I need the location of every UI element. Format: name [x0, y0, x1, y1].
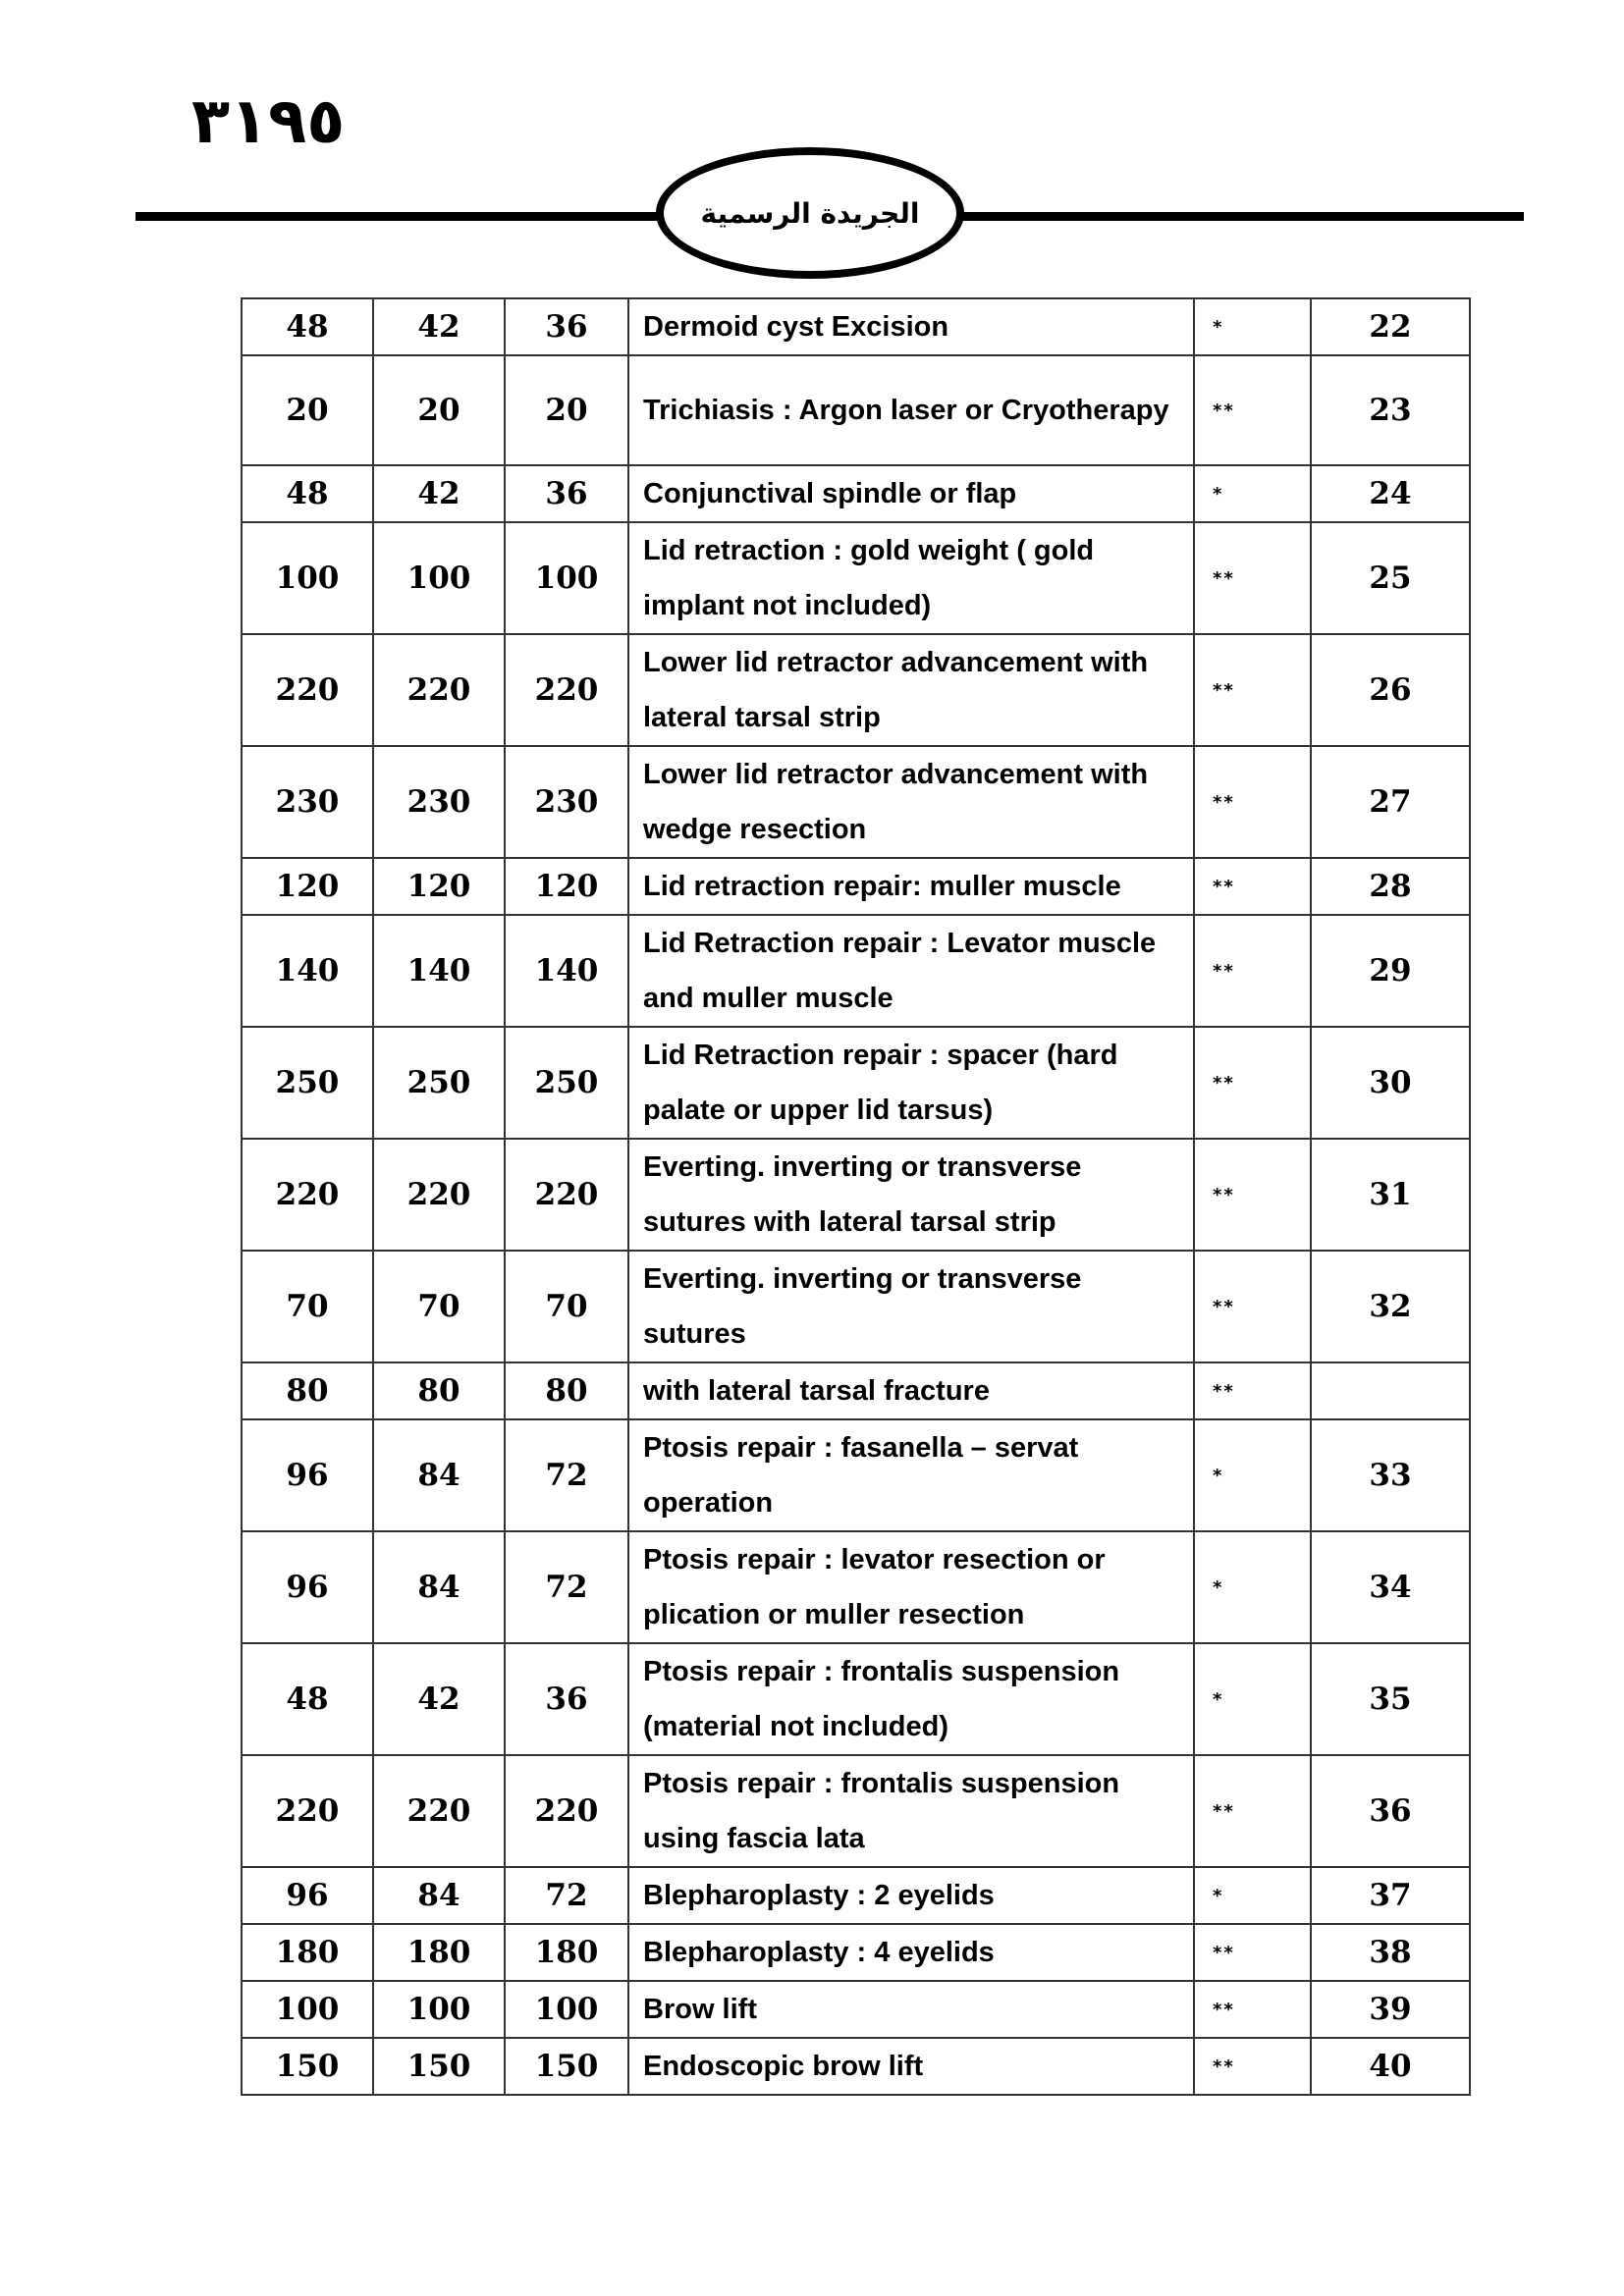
item-number: 30 — [1311, 1027, 1470, 1139]
table-row — [242, 1755, 1470, 1867]
fee-cell-3: 230 — [505, 746, 628, 858]
header-oval — [656, 147, 964, 279]
fee-cell-1: 48 — [242, 298, 373, 355]
item-number: 33 — [1311, 1419, 1470, 1531]
procedure-description: Everting. inverting or transverse sutures — [628, 1251, 1194, 1362]
item-number: 27 — [1311, 746, 1470, 858]
fee-cell-1: 140 — [242, 915, 373, 1027]
fee-cell-2: 230 — [373, 746, 505, 858]
fee-cell-3: 72 — [505, 1419, 628, 1531]
item-number: 40 — [1311, 2038, 1470, 2095]
fee-cell-1: 120 — [242, 858, 373, 915]
category-mark: * — [1194, 1867, 1311, 1924]
procedure-description: with lateral tarsal fracture — [628, 1362, 1194, 1419]
fee-cell-3: 220 — [505, 1755, 628, 1867]
fee-cell-3: 70 — [505, 1251, 628, 1362]
procedure-description: Endoscopic brow lift — [628, 2038, 1194, 2095]
procedure-description: Ptosis repair : frontalis suspension (material not included) — [628, 1643, 1194, 1755]
item-number: 38 — [1311, 1924, 1470, 1981]
fee-cell-2: 20 — [373, 355, 505, 465]
fee-cell-3: 80 — [505, 1362, 628, 1419]
fee-cell-2: 42 — [373, 298, 505, 355]
category-mark: ** — [1194, 522, 1311, 634]
table-row — [242, 746, 1470, 858]
category-mark: ** — [1194, 1027, 1311, 1139]
fee-cell-2: 100 — [373, 522, 505, 634]
category-mark: * — [1194, 1643, 1311, 1755]
fee-cell-2: 42 — [373, 1643, 505, 1755]
fee-cell-2: 100 — [373, 1981, 505, 2038]
fee-cell-3: 220 — [505, 1139, 628, 1251]
table-row — [242, 1362, 1470, 1419]
item-number: 22 — [1311, 298, 1470, 355]
fee-cell-1: 220 — [242, 634, 373, 746]
fee-cell-2: 120 — [373, 858, 505, 915]
item-number: 35 — [1311, 1643, 1470, 1755]
fee-cell-1: 230 — [242, 746, 373, 858]
item-number: 26 — [1311, 634, 1470, 746]
category-mark: ** — [1194, 858, 1311, 915]
fee-cell-3: 72 — [505, 1531, 628, 1643]
fee-cell-2: 70 — [373, 1251, 505, 1362]
table-row — [242, 465, 1470, 522]
table-row — [242, 1867, 1470, 1924]
procedure-description: Lower lid retractor advancement with lateral tarsal strip — [628, 634, 1194, 746]
table-row — [242, 298, 1470, 355]
category-mark: ** — [1194, 634, 1311, 746]
category-mark: ** — [1194, 1924, 1311, 1981]
table-row — [242, 858, 1470, 915]
category-mark: ** — [1194, 2038, 1311, 2095]
fee-cell-3: 120 — [505, 858, 628, 915]
procedure-description: Ptosis repair : frontalis suspension using fascia lata — [628, 1755, 1194, 1867]
category-mark: ** — [1194, 1139, 1311, 1251]
item-number: 31 — [1311, 1139, 1470, 1251]
procedure-description: Dermoid cyst Excision — [628, 298, 1194, 355]
item-number: 32 — [1311, 1251, 1470, 1362]
table-row — [242, 1251, 1470, 1362]
fee-cell-3: 250 — [505, 1027, 628, 1139]
fee-cell-1: 96 — [242, 1531, 373, 1643]
procedure-description: Lower lid retractor advancement with wedge resection — [628, 746, 1194, 858]
table-row — [242, 355, 1470, 465]
procedure-description: Trichiasis : Argon laser or Cryotherapy — [628, 355, 1194, 465]
table-row — [242, 1981, 1470, 2038]
procedure-description: Blepharoplasty : 4 eyelids — [628, 1924, 1194, 1981]
table-row — [242, 1139, 1470, 1251]
fee-cell-1: 100 — [242, 1981, 373, 2038]
fee-cell-3: 150 — [505, 2038, 628, 2095]
fee-cell-3: 36 — [505, 298, 628, 355]
fee-cell-1: 220 — [242, 1755, 373, 1867]
table-row — [242, 2038, 1470, 2095]
table-row — [242, 1643, 1470, 1755]
fee-cell-1: 100 — [242, 522, 373, 634]
fee-cell-3: 100 — [505, 1981, 628, 2038]
fee-cell-2: 140 — [373, 915, 505, 1027]
procedure-description: Ptosis repair : fasanella – servat operation — [628, 1419, 1194, 1531]
fee-cell-1: 220 — [242, 1139, 373, 1251]
fee-cell-3: 140 — [505, 915, 628, 1027]
item-number: 28 — [1311, 858, 1470, 915]
category-mark: ** — [1194, 1755, 1311, 1867]
procedure-description: Brow lift — [628, 1981, 1194, 2038]
procedure-description: Lid retraction : gold weight ( gold implant not included) — [628, 522, 1194, 634]
fee-cell-3: 36 — [505, 1643, 628, 1755]
fee-cell-3: 180 — [505, 1924, 628, 1981]
fee-cell-2: 180 — [373, 1924, 505, 1981]
fee-cell-1: 250 — [242, 1027, 373, 1139]
fee-cell-2: 84 — [373, 1867, 505, 1924]
table-row — [242, 915, 1470, 1027]
procedure-fee-table — [241, 297, 1471, 2096]
item-number: 23 — [1311, 355, 1470, 465]
item-number: 29 — [1311, 915, 1470, 1027]
category-mark: * — [1194, 1419, 1311, 1531]
fee-cell-2: 220 — [373, 634, 505, 746]
table-row — [242, 1531, 1470, 1643]
procedure-description: Blepharoplasty : 2 eyelids — [628, 1867, 1194, 1924]
publication-title: الجريدة الرسمية — [700, 196, 920, 230]
item-number — [1311, 1362, 1470, 1419]
fee-cell-2: 84 — [373, 1531, 505, 1643]
procedure-description: Everting. inverting or transverse sutures with lateral tarsal strip — [628, 1139, 1194, 1251]
category-mark: ** — [1194, 1251, 1311, 1362]
item-number: 24 — [1311, 465, 1470, 522]
fee-cell-3: 36 — [505, 465, 628, 522]
fee-cell-1: 150 — [242, 2038, 373, 2095]
fee-cell-1: 70 — [242, 1251, 373, 1362]
fee-cell-2: 220 — [373, 1755, 505, 1867]
category-mark: ** — [1194, 746, 1311, 858]
fee-cell-1: 48 — [242, 465, 373, 522]
fee-cell-1: 96 — [242, 1867, 373, 1924]
fee-cell-2: 84 — [373, 1419, 505, 1531]
procedure-description: Ptosis repair : levator resection or plication or muller resection — [628, 1531, 1194, 1643]
item-number: 37 — [1311, 1867, 1470, 1924]
fee-cell-3: 20 — [505, 355, 628, 465]
category-mark: ** — [1194, 915, 1311, 1027]
procedure-description: Conjunctival spindle or flap — [628, 465, 1194, 522]
table-row — [242, 522, 1470, 634]
fee-cell-1: 20 — [242, 355, 373, 465]
fee-cell-1: 96 — [242, 1419, 373, 1531]
item-number: 25 — [1311, 522, 1470, 634]
procedure-description: Lid Retraction repair : spacer (hard palate or upper lid tarsus) — [628, 1027, 1194, 1139]
table-row — [242, 634, 1470, 746]
item-number: 39 — [1311, 1981, 1470, 2038]
category-mark: ** — [1194, 1981, 1311, 2038]
table-row — [242, 1027, 1470, 1139]
fee-cell-2: 250 — [373, 1027, 505, 1139]
category-mark: ** — [1194, 355, 1311, 465]
fee-cell-1: 48 — [242, 1643, 373, 1755]
table-row — [242, 1419, 1470, 1531]
category-mark: * — [1194, 1531, 1311, 1643]
item-number: 34 — [1311, 1531, 1470, 1643]
fee-cell-1: 80 — [242, 1362, 373, 1419]
fee-cell-3: 72 — [505, 1867, 628, 1924]
fee-cell-2: 220 — [373, 1139, 505, 1251]
fee-cell-3: 220 — [505, 634, 628, 746]
item-number: 36 — [1311, 1755, 1470, 1867]
fee-cell-3: 100 — [505, 522, 628, 634]
category-mark: * — [1194, 465, 1311, 522]
fee-cell-2: 150 — [373, 2038, 505, 2095]
fee-cell-2: 42 — [373, 465, 505, 522]
fee-cell-2: 80 — [373, 1362, 505, 1419]
category-mark: * — [1194, 298, 1311, 355]
fee-cell-1: 180 — [242, 1924, 373, 1981]
procedure-description: Lid retraction repair: muller muscle — [628, 858, 1194, 915]
category-mark: ** — [1194, 1362, 1311, 1419]
page-number: ٣١٩٥ — [191, 85, 346, 158]
table-row — [242, 1924, 1470, 1981]
procedure-description: Lid Retraction repair : Levator muscle and muller muscle — [628, 915, 1194, 1027]
